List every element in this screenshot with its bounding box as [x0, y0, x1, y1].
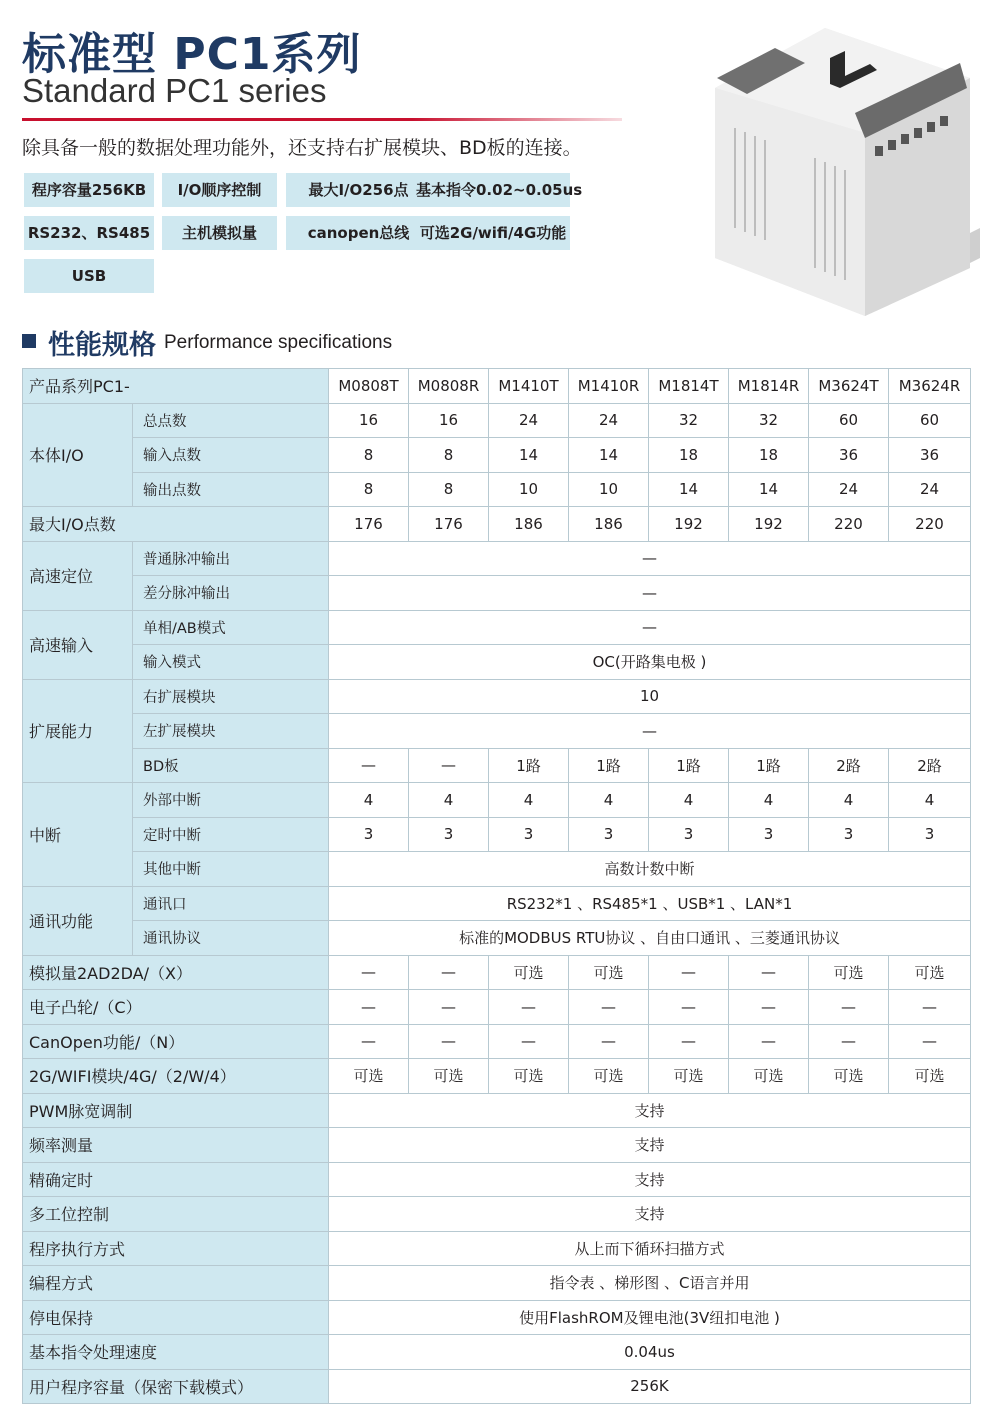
- span-value-cell: 从上而下循环扫描方式: [329, 1231, 971, 1266]
- table-row: [23, 472, 971, 507]
- value-cell: 220: [889, 507, 971, 542]
- table-row: [23, 714, 971, 749]
- row-group-label: 本体I/O: [23, 403, 133, 507]
- value-cell: —: [569, 1024, 649, 1059]
- value-cell: 60: [889, 403, 971, 438]
- value-cell: —: [649, 955, 729, 990]
- value-cell: 176: [409, 507, 489, 542]
- span-value-cell: 支持: [329, 1197, 971, 1232]
- value-cell: 4: [409, 783, 489, 818]
- table-row: [23, 783, 971, 818]
- span-value-cell: —: [329, 541, 971, 576]
- value-cell: 4: [489, 783, 569, 818]
- table-row: [23, 1300, 971, 1335]
- value-cell: 3: [329, 817, 409, 852]
- row-label: 右扩展模块: [133, 679, 329, 714]
- value-cell: —: [329, 748, 409, 783]
- value-cell: 192: [729, 507, 809, 542]
- value-cell: 186: [489, 507, 569, 542]
- page-title: 标准型 PC1系列: [22, 29, 362, 80]
- value-cell: —: [489, 1024, 569, 1059]
- table-row: [23, 921, 971, 956]
- value-cell: 32: [729, 403, 809, 438]
- table-row: [23, 507, 971, 542]
- row-label: 差分脉冲输出: [133, 576, 329, 611]
- table-row: [23, 610, 971, 645]
- table-row: [23, 679, 971, 714]
- row-label: 输入点数: [133, 438, 329, 473]
- value-cell: 2路: [809, 748, 889, 783]
- value-cell: 18: [729, 438, 809, 473]
- value-cell: 1路: [489, 748, 569, 783]
- value-cell: —: [729, 1024, 809, 1059]
- row-label: 用户程序容量（保密下载模式）: [23, 1369, 329, 1404]
- span-value-cell: 支持: [329, 1093, 971, 1128]
- span-value-cell: 使用FlashROM及锂电池(3V纽扣电池 ): [329, 1300, 971, 1335]
- section-subtitle: Performance specifications: [164, 331, 393, 353]
- value-cell: 14: [489, 438, 569, 473]
- model-header: M3624R: [889, 369, 971, 404]
- table-row: [23, 852, 971, 887]
- row-label: 程序执行方式: [23, 1231, 329, 1266]
- value-cell: 24: [569, 403, 649, 438]
- row-label: 单相/AB模式: [133, 610, 329, 645]
- value-cell: 可选: [569, 955, 649, 990]
- row-label: BD板: [133, 748, 329, 783]
- value-cell: 36: [809, 438, 889, 473]
- value-cell: 4: [329, 783, 409, 818]
- model-header: M1814R: [729, 369, 809, 404]
- value-cell: 3: [409, 817, 489, 852]
- value-cell: 2路: [889, 748, 971, 783]
- span-value-cell: 10: [329, 679, 971, 714]
- table-row: [23, 1162, 971, 1197]
- row-label: 总点数: [133, 403, 329, 438]
- value-cell: —: [329, 955, 409, 990]
- row-label: 输出点数: [133, 472, 329, 507]
- span-value-cell: 0.04us: [329, 1335, 971, 1370]
- row-label: 停电保持: [23, 1300, 329, 1335]
- row-label: 左扩展模块: [133, 714, 329, 749]
- value-cell: 可选: [809, 955, 889, 990]
- span-value-cell: —: [329, 610, 971, 645]
- span-value-cell: —: [329, 714, 971, 749]
- value-cell: 可选: [489, 1059, 569, 1094]
- row-label: 其他中断: [133, 852, 329, 887]
- row-label: 外部中断: [133, 783, 329, 818]
- feature-tag: 程序容量256KB: [24, 173, 154, 207]
- value-cell: 14: [649, 472, 729, 507]
- page-subtitle: Standard PC1 series: [22, 72, 327, 109]
- span-value-cell: OC(开路集电极 ): [329, 645, 971, 680]
- feature-tag: RS232、RS485: [24, 216, 154, 250]
- row-group-label: 高速输入: [23, 610, 133, 679]
- value-cell: 220: [809, 507, 889, 542]
- row-group-label: 中断: [23, 783, 133, 887]
- value-cell: 24: [889, 472, 971, 507]
- row-label: 定时中断: [133, 817, 329, 852]
- table-row: [23, 955, 971, 990]
- feature-tag: canopen总线: [286, 216, 431, 250]
- value-cell: 24: [489, 403, 569, 438]
- value-cell: 14: [569, 438, 649, 473]
- span-value-cell: 支持: [329, 1162, 971, 1197]
- value-cell: 3: [809, 817, 889, 852]
- value-cell: 4: [569, 783, 649, 818]
- value-cell: —: [649, 990, 729, 1025]
- value-cell: —: [889, 1024, 971, 1059]
- feature-tag: 基本指令0.02~0.05us: [416, 173, 570, 207]
- value-cell: 可选: [809, 1059, 889, 1094]
- value-cell: 60: [809, 403, 889, 438]
- table-row: [23, 990, 971, 1025]
- table-row: [23, 1128, 971, 1163]
- value-cell: —: [329, 1024, 409, 1059]
- row-label: 精确定时: [23, 1162, 329, 1197]
- table-row: [23, 1059, 971, 1094]
- row-label: 频率测量: [23, 1128, 329, 1163]
- table-row: [23, 817, 971, 852]
- table-row: [23, 1369, 971, 1404]
- row-label: 最大I/O点数: [23, 507, 329, 542]
- value-cell: —: [409, 748, 489, 783]
- table-row: [23, 748, 971, 783]
- table-row: [23, 541, 971, 576]
- feature-tag: 主机模拟量: [162, 216, 277, 250]
- value-cell: 4: [729, 783, 809, 818]
- model-header: M1410T: [489, 369, 569, 404]
- value-cell: 可选: [729, 1059, 809, 1094]
- table-row: [23, 1335, 971, 1370]
- value-cell: 4: [809, 783, 889, 818]
- value-cell: 32: [649, 403, 729, 438]
- row-label: 电子凸轮/（C）: [23, 990, 329, 1025]
- model-header: M0808R: [409, 369, 489, 404]
- value-cell: 3: [729, 817, 809, 852]
- row-label: PWM脉宽调制: [23, 1093, 329, 1128]
- row-group-label: 高速定位: [23, 541, 133, 610]
- row-label: 模拟量2AD2DA/（X）: [23, 955, 329, 990]
- value-cell: 可选: [489, 955, 569, 990]
- table-row: [23, 645, 971, 680]
- value-cell: 1路: [649, 748, 729, 783]
- value-cell: 14: [729, 472, 809, 507]
- section-square-icon: [22, 334, 36, 348]
- value-cell: 18: [649, 438, 729, 473]
- value-cell: 3: [489, 817, 569, 852]
- table-row: [23, 1266, 971, 1301]
- value-cell: 3: [649, 817, 729, 852]
- value-cell: —: [809, 1024, 889, 1059]
- value-cell: 3: [889, 817, 971, 852]
- value-cell: —: [409, 1024, 489, 1059]
- row-label: 2G/WIFI模块/4G/（2/W/4）: [23, 1059, 329, 1094]
- value-cell: 8: [409, 438, 489, 473]
- value-cell: 可选: [329, 1059, 409, 1094]
- value-cell: 8: [409, 472, 489, 507]
- feature-tag: USB: [24, 259, 154, 293]
- value-cell: 可选: [889, 955, 971, 990]
- value-cell: 可选: [649, 1059, 729, 1094]
- value-cell: —: [329, 990, 409, 1025]
- section-title: 性能规格: [48, 330, 156, 361]
- value-cell: 192: [649, 507, 729, 542]
- value-cell: 176: [329, 507, 409, 542]
- value-cell: 8: [329, 438, 409, 473]
- value-cell: 16: [409, 403, 489, 438]
- row-label: 通讯口: [133, 886, 329, 921]
- value-cell: —: [569, 990, 649, 1025]
- value-cell: —: [809, 990, 889, 1025]
- span-value-cell: 支持: [329, 1128, 971, 1163]
- model-header: M1814T: [649, 369, 729, 404]
- value-cell: 4: [889, 783, 971, 818]
- span-value-cell: —: [329, 576, 971, 611]
- table-row: [23, 1231, 971, 1266]
- span-value-cell: RS232*1 、RS485*1 、USB*1 、LAN*1: [329, 886, 971, 921]
- table-row: [23, 1197, 971, 1232]
- span-value-cell: 标准的MODBUS RTU协议 、自由口通讯 、三菱通讯协议: [329, 921, 971, 956]
- value-cell: 可选: [409, 1059, 489, 1094]
- model-header: M0808T: [329, 369, 409, 404]
- row-group-label: 扩展能力: [23, 679, 133, 783]
- value-cell: —: [729, 990, 809, 1025]
- value-cell: —: [649, 1024, 729, 1059]
- row-label: CanOpen功能/（N）: [23, 1024, 329, 1059]
- table-row: [23, 1093, 971, 1128]
- series-label: 产品系列PC1-: [23, 369, 329, 404]
- value-cell: 8: [329, 472, 409, 507]
- row-label: 输入模式: [133, 645, 329, 680]
- value-cell: 1路: [569, 748, 649, 783]
- table-row: [23, 576, 971, 611]
- value-cell: 1路: [729, 748, 809, 783]
- row-label: 普通脉冲输出: [133, 541, 329, 576]
- value-cell: 可选: [889, 1059, 971, 1094]
- spec-table: [22, 368, 971, 1404]
- intro-text: 除具备一般的数据处理功能外，还支持右扩展模块、BD板的连接。: [22, 137, 582, 159]
- row-group-label: 通讯功能: [23, 886, 133, 955]
- table-row: [23, 1024, 971, 1059]
- value-cell: 16: [329, 403, 409, 438]
- section-header: [22, 323, 392, 362]
- table-row: [23, 886, 971, 921]
- plc-product-image: [705, 18, 980, 318]
- value-cell: —: [889, 990, 971, 1025]
- value-cell: —: [729, 955, 809, 990]
- value-cell: 4: [649, 783, 729, 818]
- span-value-cell: 256K: [329, 1369, 971, 1404]
- feature-tag: 可选2G/wifi/4G功能: [416, 216, 570, 250]
- span-value-cell: 高数计数中断: [329, 852, 971, 887]
- value-cell: —: [409, 990, 489, 1025]
- value-cell: —: [409, 955, 489, 990]
- table-header-row: [23, 369, 971, 404]
- table-row: [23, 403, 971, 438]
- row-label: 多工位控制: [23, 1197, 329, 1232]
- model-header: M1410R: [569, 369, 649, 404]
- row-label: 编程方式: [23, 1266, 329, 1301]
- value-cell: 36: [889, 438, 971, 473]
- title-divider: [22, 118, 622, 121]
- feature-tag: I/O顺序控制: [162, 173, 277, 207]
- table-row: [23, 438, 971, 473]
- value-cell: 186: [569, 507, 649, 542]
- model-header: M3624T: [809, 369, 889, 404]
- value-cell: 10: [569, 472, 649, 507]
- row-label: 通讯协议: [133, 921, 329, 956]
- row-label: 基本指令处理速度: [23, 1335, 329, 1370]
- feature-tag: 最大I/O256点: [286, 173, 431, 207]
- value-cell: 24: [809, 472, 889, 507]
- value-cell: 3: [569, 817, 649, 852]
- value-cell: 10: [489, 472, 569, 507]
- value-cell: —: [489, 990, 569, 1025]
- span-value-cell: 指令表 、梯形图 、C语言并用: [329, 1266, 971, 1301]
- value-cell: 可选: [569, 1059, 649, 1094]
